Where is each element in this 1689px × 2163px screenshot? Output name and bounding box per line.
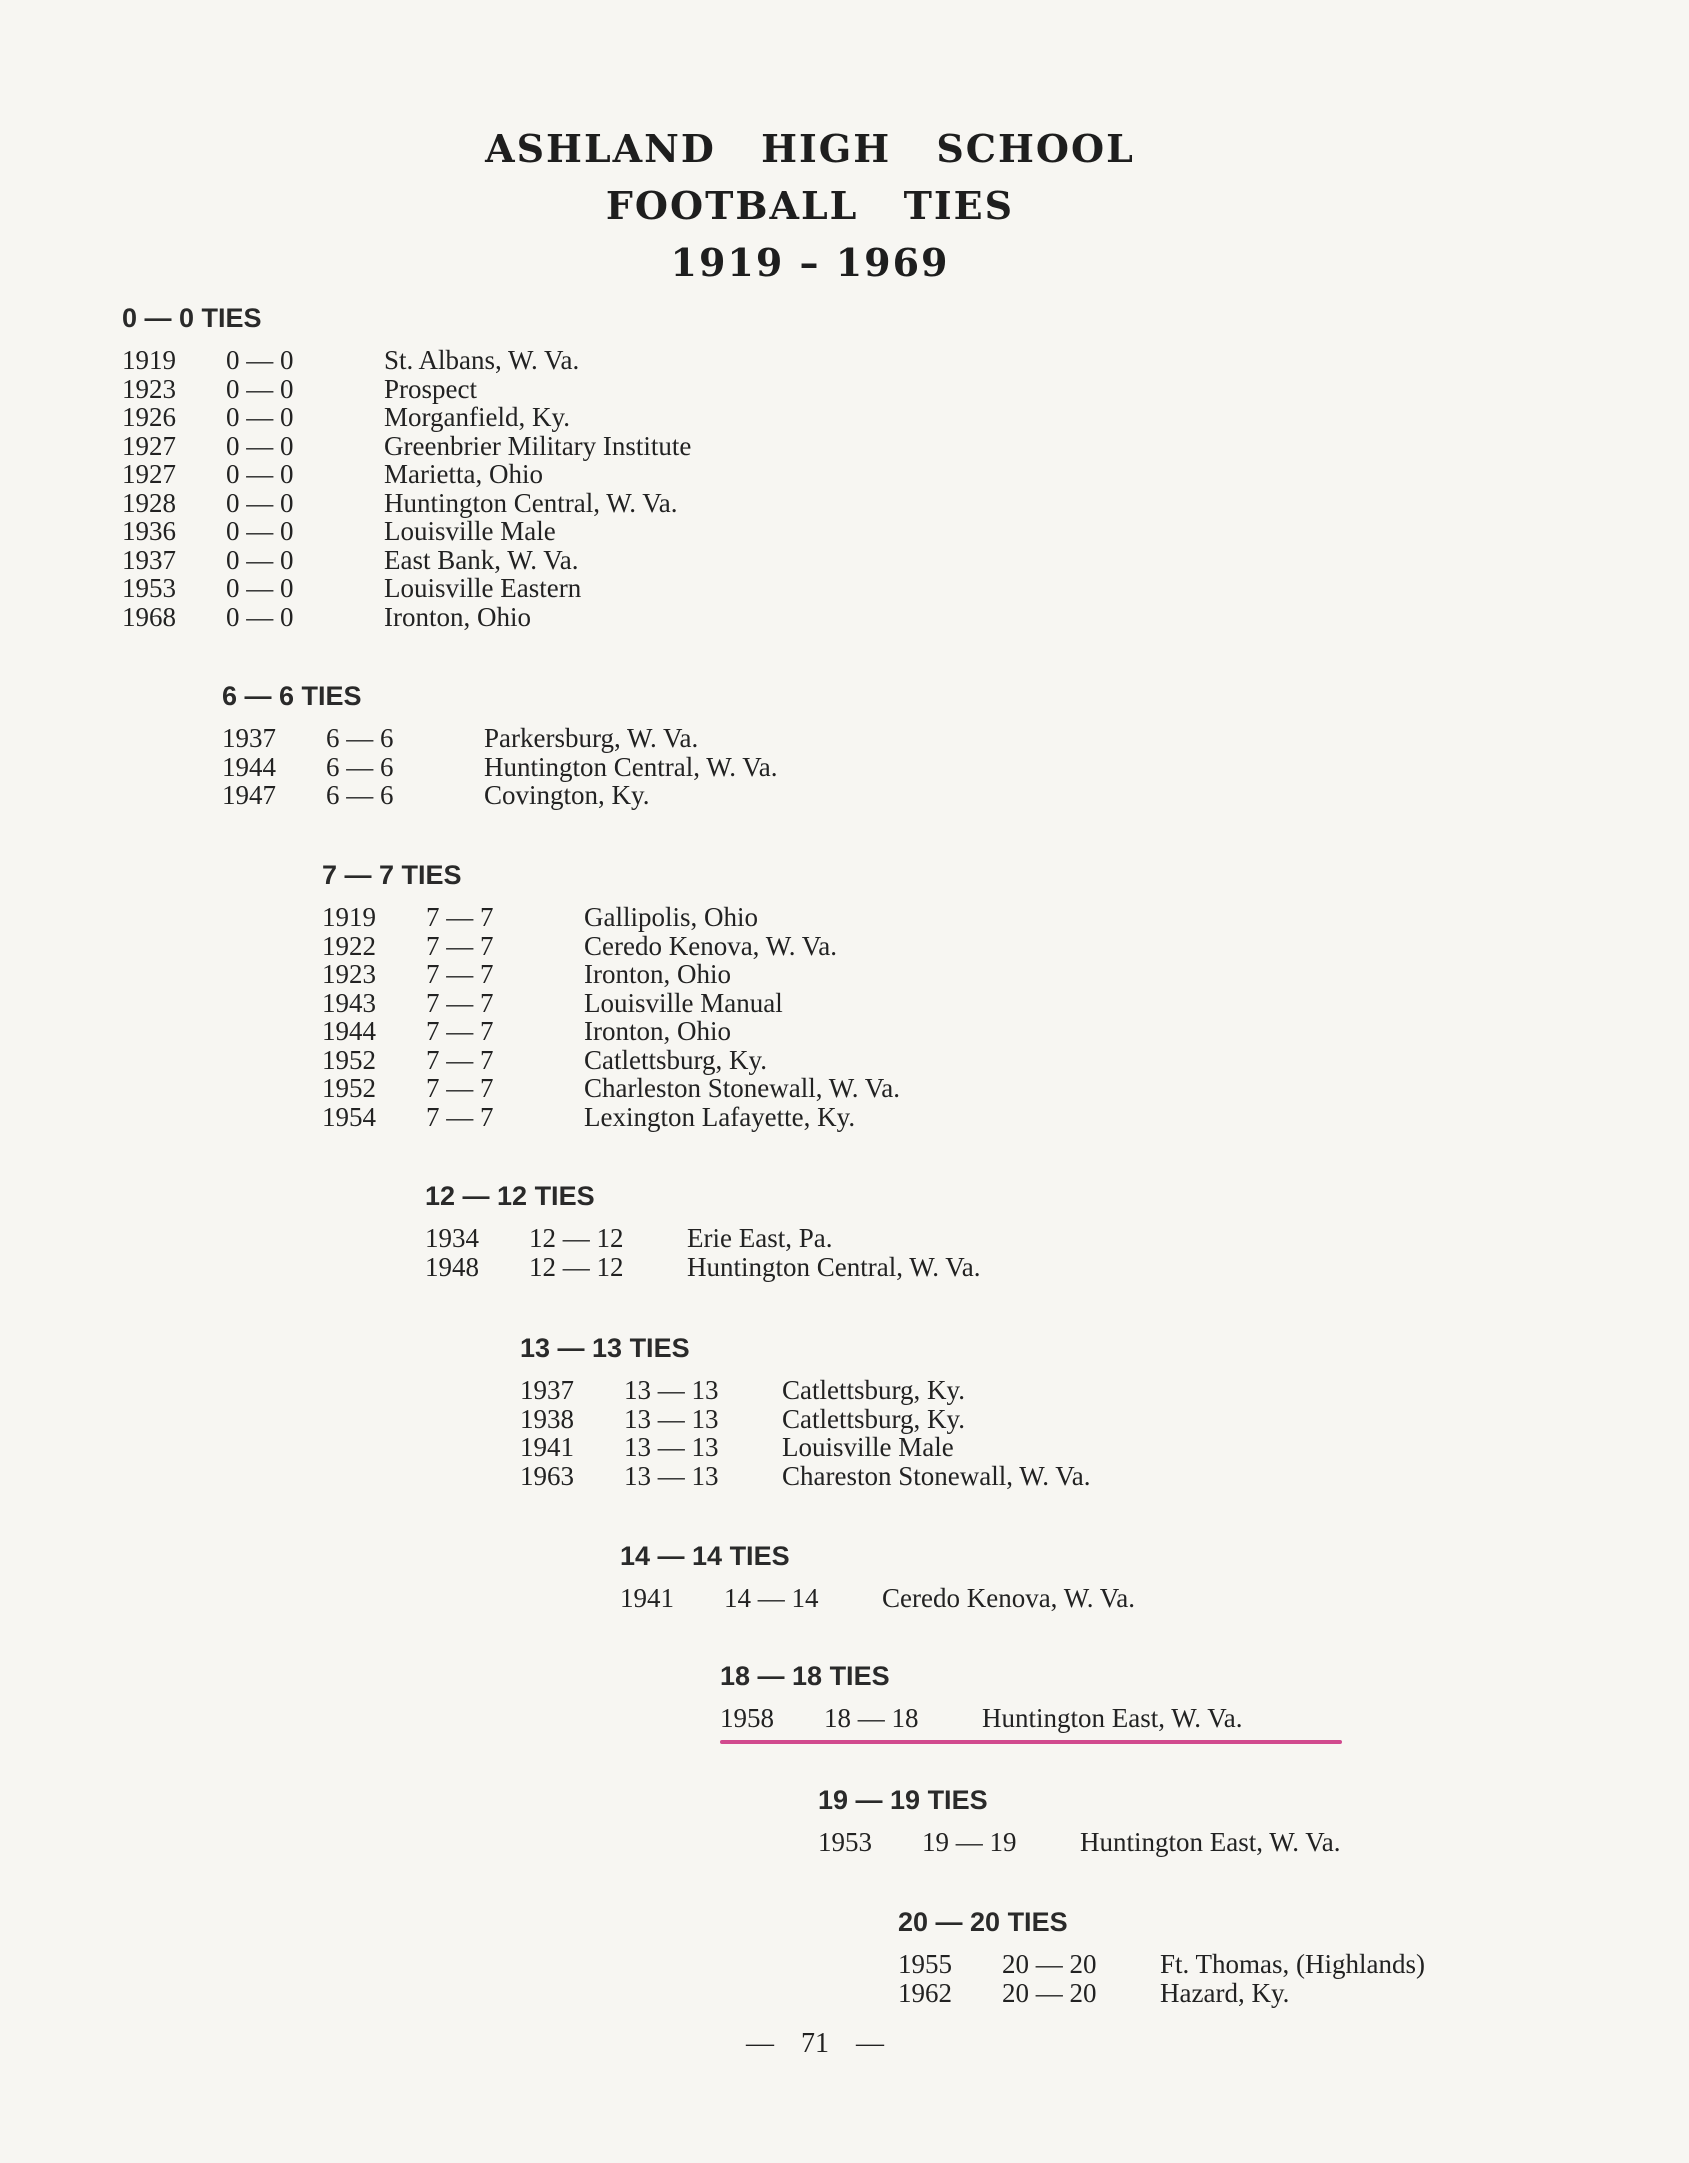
tie-year: 1936: [122, 516, 176, 546]
tie-year: 1937: [122, 544, 176, 575]
tie-row: [322, 1044, 767, 1075]
tie-row: [322, 1016, 731, 1046]
tie-score: 0 — 0: [226, 487, 294, 518]
tie-score: 7 — 7: [426, 1044, 494, 1075]
tie-year: 1944: [322, 1016, 376, 1046]
highlight-underline: [720, 1740, 1342, 1744]
tie-row: [122, 345, 580, 375]
tie-row: [222, 751, 778, 782]
tie-opponent: Erie East, Pa.: [687, 1223, 833, 1253]
tie-list: [122, 345, 692, 632]
tie-year: 1958: [720, 1703, 774, 1733]
tie-row: [898, 1977, 1290, 2008]
tie-score: 7 — 7: [426, 959, 494, 989]
tie-opponent: Ceredo Kenova, W. Va.: [882, 1583, 1135, 1613]
tie-opponent: Morganfield, Ky.: [384, 402, 570, 432]
tie-row: [322, 1101, 856, 1132]
tie-year: 1922: [322, 930, 376, 961]
tie-year: 1944: [222, 751, 276, 782]
ties-section: [222, 676, 778, 810]
ties-section: [720, 1656, 1243, 1733]
tie-score: 7 — 7: [426, 902, 494, 932]
tie-opponent: Louisville Eastern: [384, 573, 582, 603]
tie-opponent: Lexington Lafayette, Ky.: [584, 1101, 856, 1132]
tie-score: 13 — 13: [624, 1403, 719, 1434]
tie-opponent: Marietta, Ohio: [384, 459, 543, 489]
tie-opponent: Huntington East, W. Va.: [982, 1703, 1243, 1733]
tie-year: 1937: [520, 1375, 574, 1405]
tie-score: 0 — 0: [226, 573, 294, 603]
tie-score: 6 — 6: [326, 723, 394, 753]
tie-row: [322, 902, 758, 932]
tie-opponent: Ft. Thomas, (Highlands): [1160, 1949, 1425, 1979]
tie-row: [520, 1432, 954, 1462]
tie-opponent: Ceredo Kenova, W. Va.: [584, 930, 837, 961]
tie-year: 1927: [122, 430, 176, 461]
tie-score: 7 — 7: [426, 1073, 494, 1103]
tie-score: 0 — 0: [226, 373, 294, 404]
tie-year: 1923: [122, 373, 176, 404]
tie-score: 13 — 13: [624, 1460, 719, 1491]
tie-opponent: Louisville Manual: [584, 987, 783, 1018]
tie-row: [520, 1460, 1091, 1491]
tie-score: 6 — 6: [326, 780, 394, 810]
tie-opponent: Gallipolis, Ohio: [584, 902, 758, 932]
tie-score: 0 — 0: [226, 345, 294, 375]
tie-year: 1941: [620, 1583, 674, 1613]
tie-row: [122, 601, 531, 632]
tie-list: [818, 1827, 1341, 1857]
tie-row: [222, 723, 699, 753]
tie-opponent: Huntington Central, W. Va.: [687, 1251, 981, 1282]
ties-section: [425, 1176, 981, 1282]
tie-row: [122, 573, 582, 603]
tie-list: [322, 902, 900, 1132]
tie-score: 7 — 7: [426, 1016, 494, 1046]
tie-opponent: Huntington Central, W. Va.: [384, 487, 678, 518]
tie-list: [898, 1949, 1425, 2008]
tie-year: 1962: [898, 1977, 952, 2008]
tie-opponent: Catlettsburg, Ky.: [584, 1044, 767, 1075]
title-line-1: ASHLAND HIGH SCHOOL: [485, 126, 1135, 171]
tie-score: 20 — 20: [1002, 1949, 1097, 1979]
tie-year: 1934: [425, 1223, 479, 1253]
ties-section: [122, 298, 692, 632]
tie-year: 1948: [425, 1251, 479, 1282]
tie-opponent: Louisville Male: [384, 516, 556, 546]
tie-opponent: Chareston Stonewall, W. Va.: [782, 1460, 1091, 1491]
tie-score: 6 — 6: [326, 751, 394, 782]
tie-score: 12 — 12: [529, 1223, 624, 1253]
tie-row: [520, 1403, 965, 1434]
tie-opponent: Covington, Ky.: [484, 780, 650, 810]
tie-year: 1919: [122, 345, 176, 375]
tie-year: 1927: [122, 459, 176, 489]
tie-row: [720, 1703, 1243, 1733]
tie-opponent: Parkersburg, W. Va.: [484, 723, 699, 753]
tie-year: 1928: [122, 487, 176, 518]
tie-row: [520, 1375, 965, 1405]
section-heading: 13 — 13 TIES: [520, 1333, 690, 1363]
section-heading: 0 — 0 TIES: [122, 303, 262, 333]
tie-opponent: East Bank, W. Va.: [384, 544, 579, 575]
title-line-3: 1919 – 1969: [670, 240, 950, 285]
tie-year: 1938: [520, 1403, 574, 1434]
tie-score: 0 — 0: [226, 459, 294, 489]
section-heading: 12 — 12 TIES: [425, 1181, 595, 1211]
tie-row: [322, 930, 837, 961]
tie-opponent: Ironton, Ohio: [584, 1016, 731, 1046]
tie-opponent: Ironton, Ohio: [584, 959, 731, 989]
section-heading: 18 — 18 TIES: [720, 1661, 890, 1691]
tie-score: 0 — 0: [226, 544, 294, 575]
tie-row: [122, 544, 579, 575]
tie-score: 0 — 0: [226, 516, 294, 546]
tie-year: 1968: [122, 601, 176, 632]
tie-score: 13 — 13: [624, 1432, 719, 1462]
tie-row: [122, 516, 556, 546]
page-number: — 71 —: [746, 2028, 884, 2059]
tie-opponent: Louisville Male: [782, 1432, 954, 1462]
title-line-2: FOOTBALL TIES: [605, 183, 1015, 228]
tie-row: [425, 1223, 833, 1253]
tie-list: [425, 1223, 981, 1282]
tie-score: 0 — 0: [226, 402, 294, 432]
tie-year: 1954: [322, 1101, 376, 1132]
tie-opponent: St. Albans, W. Va.: [384, 345, 580, 375]
tie-score: 19 — 19: [922, 1827, 1017, 1857]
tie-row: [122, 402, 570, 432]
ties-section: [322, 855, 900, 1132]
tie-list: [620, 1583, 1135, 1613]
ties-section: [818, 1780, 1341, 1857]
tie-opponent: Charleston Stonewall, W. Va.: [584, 1073, 900, 1103]
section-heading: 19 — 19 TIES: [818, 1785, 988, 1815]
tie-opponent: Greenbrier Military Institute: [384, 430, 692, 461]
tie-year: 1941: [520, 1432, 574, 1462]
tie-year: 1953: [122, 573, 176, 603]
tie-year: 1926: [122, 402, 176, 432]
tie-year: 1919: [322, 902, 376, 932]
tie-year: 1923: [322, 959, 376, 989]
tie-row: [122, 459, 543, 489]
tie-row: [322, 987, 783, 1018]
tie-list: [222, 723, 778, 810]
tie-score: 7 — 7: [426, 1101, 494, 1132]
tie-opponent: Hazard, Ky.: [1160, 1977, 1290, 2008]
tie-row: [322, 1073, 900, 1103]
tie-year: 1952: [322, 1044, 376, 1075]
tie-opponent: Catlettsburg, Ky.: [782, 1403, 965, 1434]
tie-row: [122, 373, 477, 404]
tie-row: [222, 780, 650, 810]
tie-score: 0 — 0: [226, 430, 294, 461]
section-heading: 14 — 14 TIES: [620, 1541, 790, 1571]
tie-opponent: Huntington East, W. Va.: [1080, 1827, 1341, 1857]
tie-opponent: Huntington Central, W. Va.: [484, 751, 778, 782]
tie-score: 12 — 12: [529, 1251, 624, 1282]
section-heading: 20 — 20 TIES: [898, 1907, 1068, 1937]
tie-score: 13 — 13: [624, 1375, 719, 1405]
tie-row: [122, 487, 678, 518]
ties-section: [520, 1328, 1091, 1491]
tie-year: 1955: [898, 1949, 952, 1979]
tie-score: 0 — 0: [226, 601, 294, 632]
tie-row: [898, 1949, 1425, 1979]
tie-opponent: Ironton, Ohio: [384, 601, 531, 632]
tie-list: [520, 1375, 1091, 1491]
tie-year: 1953: [818, 1827, 872, 1857]
tie-row: [122, 430, 692, 461]
tie-list: [720, 1703, 1243, 1733]
section-heading: 6 — 6 TIES: [222, 681, 362, 711]
tie-year: 1943: [322, 987, 376, 1018]
tie-score: 7 — 7: [426, 930, 494, 961]
tie-year: 1952: [322, 1073, 376, 1103]
tie-opponent: Catlettsburg, Ky.: [782, 1375, 965, 1405]
tie-year: 1963: [520, 1460, 574, 1491]
tie-row: [818, 1827, 1341, 1857]
tie-score: 20 — 20: [1002, 1977, 1097, 2008]
tie-opponent: Prospect: [384, 373, 477, 404]
tie-row: [425, 1251, 981, 1282]
tie-row: [322, 959, 731, 989]
ties-section: [620, 1536, 1135, 1613]
tie-score: 7 — 7: [426, 987, 494, 1018]
section-heading: 7 — 7 TIES: [322, 860, 462, 890]
tie-year: 1937: [222, 723, 276, 753]
tie-row: [620, 1583, 1135, 1613]
tie-year: 1947: [222, 780, 276, 810]
tie-score: 18 — 18: [824, 1703, 919, 1733]
tie-score: 14 — 14: [724, 1583, 819, 1613]
ties-section: [898, 1902, 1425, 2008]
